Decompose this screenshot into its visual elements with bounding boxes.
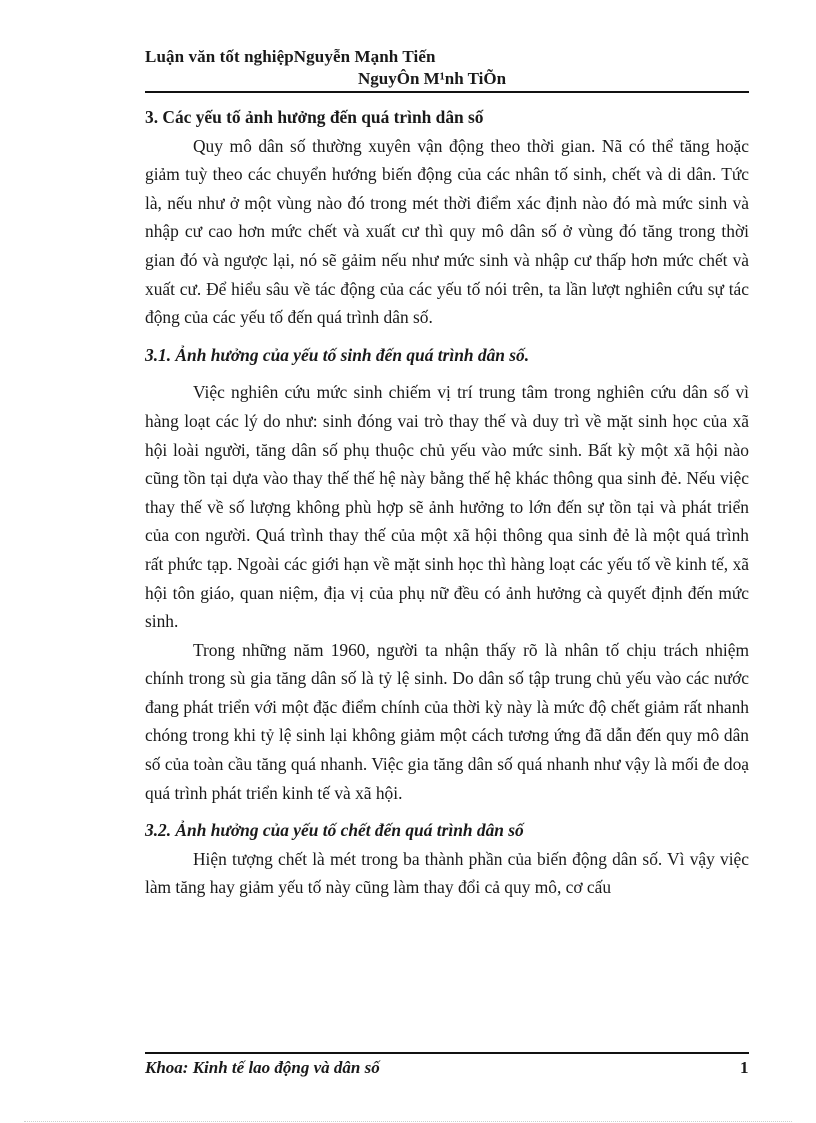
section-3-2-paragraph-1: Hiện tượng chết là mét trong ba thành phần của biến động dân số. Vì vậy việc làm tăng hay giảm yếu tố này cũng làm thay đổi cả quy mô, cơ cấu [145, 848, 749, 898]
page-bottom-border [24, 1121, 792, 1122]
header-divider [145, 91, 749, 93]
page-number: 1 [740, 1058, 749, 1077]
section-3-paragraph: Quy mô dân số thường xuyên vận động theo thời gian. Nã có thể tăng hoặc giảm tuỳ theo các chuyển hướng biến động của các nhân tố sinh, chết và di dân. Tức là, nếu như ở một vùng nào đó trong mét thời điểm xác định nào đó mà mức sinh và nhập cư cao hơn mức chết và xuất cư thì quy mô dân số ở vùng đó tăng trong thời gian đó và ngược lại, nó sẽ gảim nếu như mức sinh và nhập cư thấp hơn mức chết và xuất cư. Để hiểu sâu về tác động của các yếu tố nói trên, ta lần lượt nghiên cứu sự tác động của các yếu tố đến quá trình dân số. [145, 135, 749, 328]
header-author-name: NguyÔn M¹nh TiÕn [358, 69, 507, 88]
section-3-heading: 3. Các yếu tố ảnh hưởng đến quá trình dân số [145, 107, 484, 127]
section-3-2-heading: 3.2. Ảnh hưởng của yếu tố chết đến quá trình dân số [145, 820, 524, 841]
section-3-1-paragraph-2: Trong những năm 1960, người ta nhận thấy rõ là nhân tố chịu trách nhiệm chính trong sù gia tăng dân số là tỷ lệ sinh. Do dân số tập trung chủ yếu vào các nước đang phát triển với một đặc điểm chính của thời kỳ này là mức độ chết giảm rất nhanh chóng trong khi tỷ lệ sinh lại không giảm một cách tương ứng đã dẫn đến quy mô dân số của toàn cầu tăng quá nhanh. Việc gia tăng dân số quá nhanh như vậy là mối đe doạ quá trình phát triển kinh tế và xã hội. [145, 639, 749, 803]
document-body [145, 103, 749, 902]
footer-divider [145, 1052, 749, 1054]
section-3-1-heading: 3.1. Ảnh hưởng của yếu tố sinh đến quá trình dân số. [145, 344, 530, 365]
footer-faculty: Khoa: Kinh tế lao động và dân số [145, 1058, 380, 1077]
header-thesis-title: Luận văn tốt nghiệpNguyễn Mạnh Tiến [145, 47, 436, 66]
section-3-1-paragraph-1: Việc nghiên cứu mức sinh chiếm vị trí trung tâm trong nghiên cứu dân số vì hàng loạt các lý do như: sinh đóng vai trò thay thế và duy trì về mặt sinh học của xã hội loài người, tăng dân số phụ thuộc chủ yếu vào mức sinh. Bất kỳ một xã hội nào cũng tồn tại dựa vào thay thế thế hệ này bằng thế hệ khác thông qua sinh đẻ. Nếu việc thay thế về số lượng không phù hợp sẽ ảnh hưởng to lớn đến sự tồn tại và phát triển của con người. Quá trình thay thế của một xã hội thông qua sinh đẻ là một quá trình rất phức tạp. Ngoài các giới hạn về mặt sinh học thì hàng loạt các yếu tố về kinh tế, xã hội tôn giáo, quan niệm, địa vị của phụ nữ đều có ảnh hưởng cà quyết định đến mức sinh. [145, 382, 749, 632]
